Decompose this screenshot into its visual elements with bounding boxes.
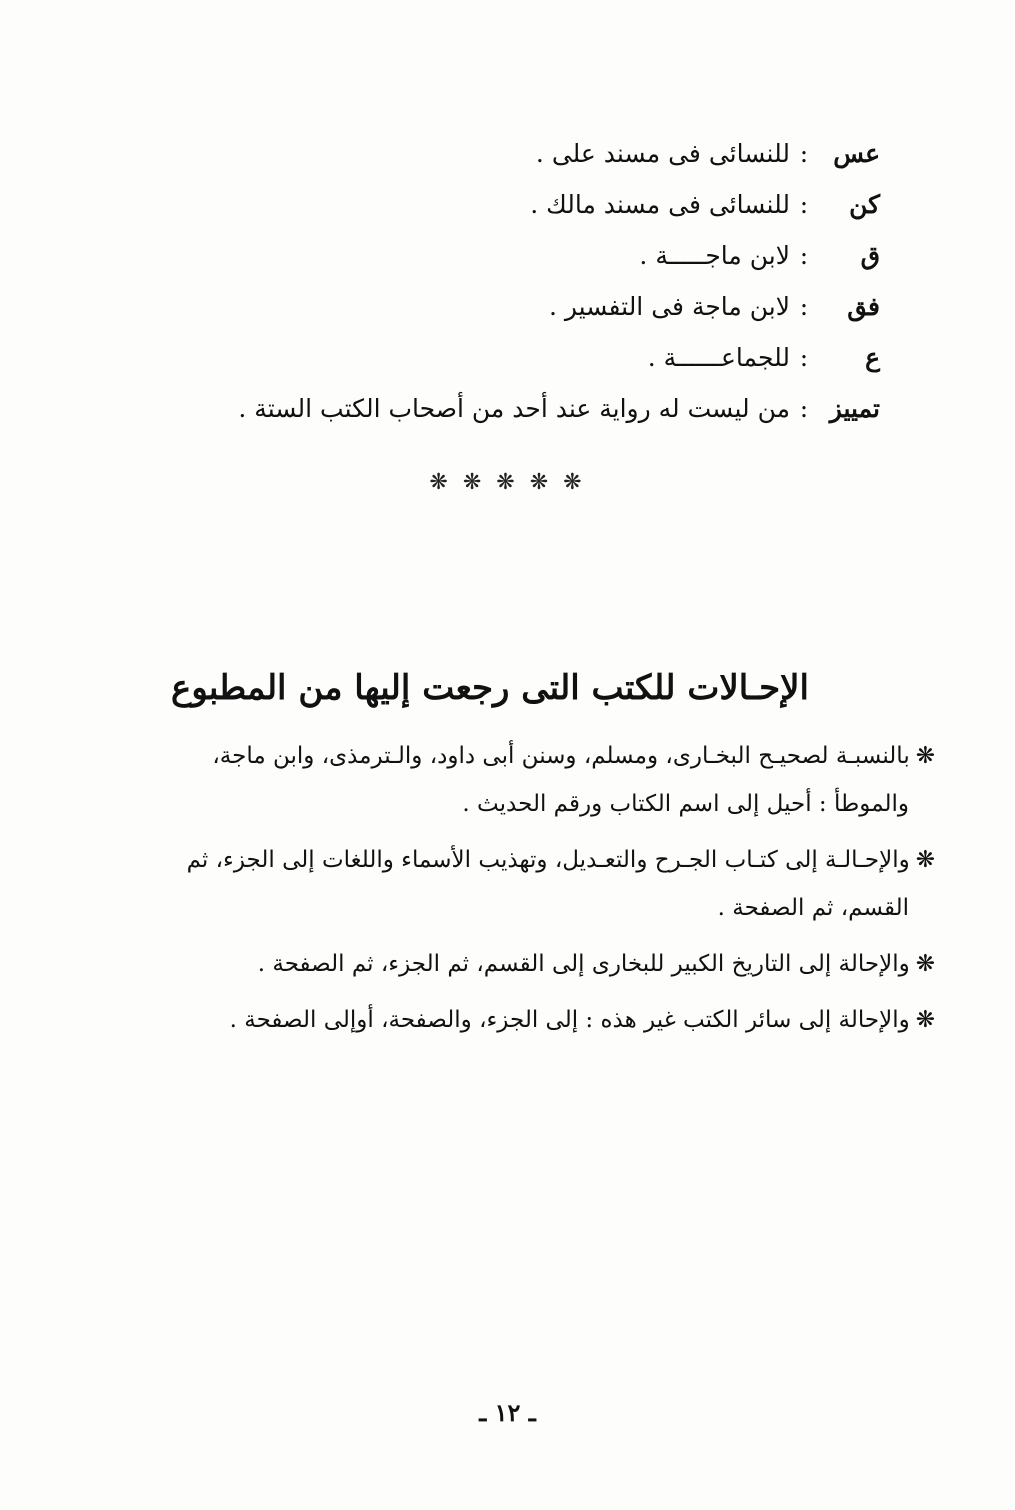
abbreviation-row	[180, 383, 880, 434]
reference-line	[120, 732, 935, 780]
reference-line	[120, 940, 935, 988]
reference-note	[120, 836, 935, 932]
abbreviation-key: ق	[860, 241, 880, 270]
reference-note	[120, 732, 935, 828]
reference-text: والإحالة إلى سائر الكتب غير هذه : إلى الجزء، والصفحة، أوإلى الصفحة .	[229, 1007, 910, 1033]
abbreviation-row	[180, 128, 880, 179]
reference-text: والإحالة إلى التاريخ الكبير للبخارى إلى القسم، ثم الجزء، ثم الصفحة .	[257, 951, 910, 977]
reference-continuation: والموطأ : أحيل إلى اسم الكتاب ورقم الحديث .	[462, 791, 909, 817]
reference-text: والإحـالـة إلى كتـاب الجـرح والتعـديل، وتهذيب الأسماء واللغات إلى الجزء، ثم	[186, 847, 910, 873]
reference-note	[120, 940, 935, 988]
reference-note	[120, 996, 935, 1044]
abbreviation-key: ع	[865, 343, 880, 372]
abbreviation-row	[180, 332, 880, 383]
abbreviation-definition: للنسائى فى مسند مالك .	[530, 190, 790, 219]
section-separator: ❋ ❋ ❋ ❋ ❋	[429, 470, 586, 495]
reference-line	[120, 836, 935, 884]
abbreviation-colon: :	[799, 190, 809, 219]
abbreviation-key: فق	[847, 292, 880, 321]
abbreviation-definition: لابن ماجة فى التفسير .	[548, 292, 790, 321]
bullet-icon: ❋	[915, 847, 935, 873]
abbreviation-row	[180, 179, 880, 230]
bullet-icon: ❋	[915, 1007, 935, 1033]
abbreviation-definition: لابن ماجـــــة .	[639, 241, 790, 270]
reference-notes	[120, 732, 935, 1052]
abbreviation-row	[180, 230, 880, 281]
bullet-icon: ❋	[915, 951, 935, 977]
abbreviation-key: عس	[833, 139, 880, 168]
reference-text: بالنسبـة لصحيـح البخـارى، ومسلم، وسنن أبى داود، والـترمذى، وابن ماجة،	[212, 743, 910, 769]
abbreviation-definition: للنسائى فى مسند على .	[535, 139, 790, 168]
reference-line	[120, 996, 935, 1044]
abbreviation-definition: من ليست له رواية عند أحد من أصحاب الكتب الستة .	[238, 394, 790, 423]
abbreviation-list	[180, 128, 880, 434]
abbreviation-colon: :	[799, 343, 809, 372]
abbreviation-row	[180, 281, 880, 332]
abbreviation-colon: :	[799, 292, 809, 321]
section-title: الإحـالات للكتب التى رجعت إليها من المطبوع	[171, 668, 809, 708]
abbreviation-key: كن	[849, 190, 880, 219]
page-number: ـ ١٢ ـ	[479, 1398, 536, 1427]
abbreviation-colon: :	[799, 394, 809, 423]
abbreviation-colon: :	[799, 241, 809, 270]
reference-continuation: القسم، ثم الصفحة .	[717, 895, 909, 921]
abbreviation-colon: :	[799, 139, 809, 168]
bullet-icon: ❋	[915, 743, 935, 769]
abbreviation-definition: للجماعــــــة .	[647, 343, 790, 372]
abbreviation-key: تمييز	[829, 394, 880, 423]
